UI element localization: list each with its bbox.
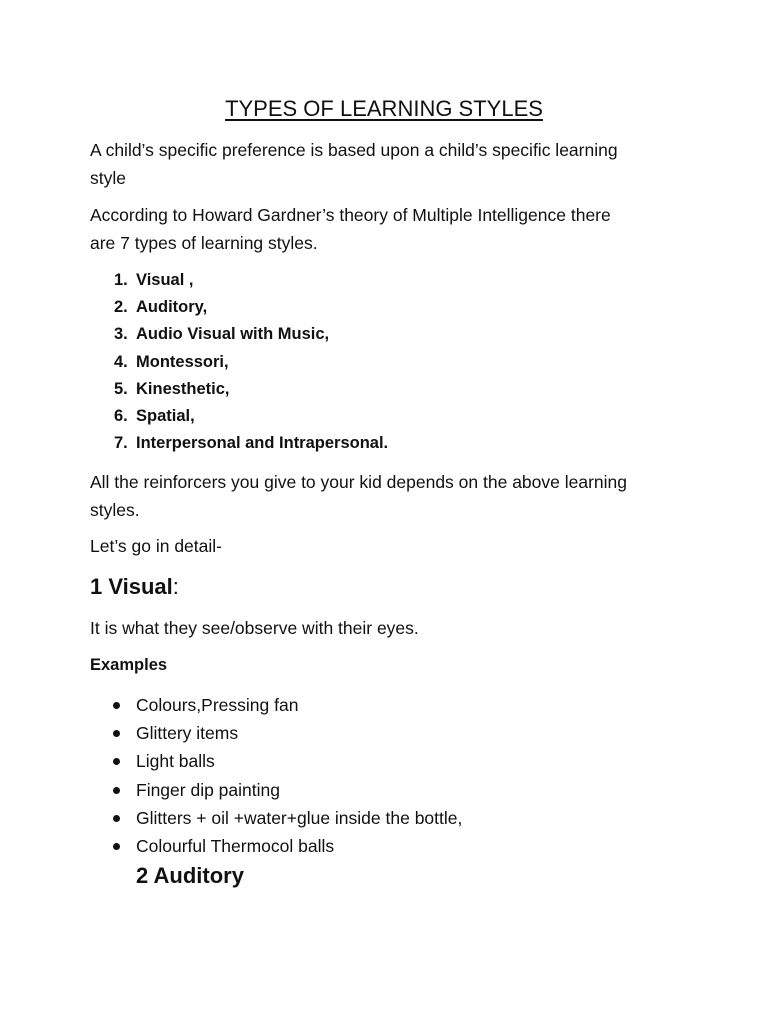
list-number: 5. bbox=[114, 379, 128, 398]
intro-paragraph bbox=[90, 136, 690, 192]
examples-label: Examples bbox=[90, 656, 168, 674]
list-item bbox=[90, 349, 388, 376]
list-item bbox=[90, 832, 462, 860]
list-item-text: Interpersonal and Intrapersonal. bbox=[136, 434, 389, 453]
list-item bbox=[90, 776, 462, 804]
bullet-icon bbox=[90, 776, 136, 804]
reinforcers-paragraph bbox=[90, 468, 690, 524]
list-item-text: Glitters + oil +water+glue inside the bottle, bbox=[136, 807, 463, 828]
list-number: 2. bbox=[114, 298, 128, 317]
bullet-icon bbox=[90, 719, 136, 747]
list-item-text: Light balls bbox=[136, 751, 215, 772]
list-item bbox=[90, 376, 388, 403]
list-item-text: Colours,Pressing fan bbox=[136, 695, 299, 715]
list-item-text: Kinesthetic, bbox=[136, 379, 230, 398]
intro-line-1: A child’s specific preference is based upon a child’s specific learning bbox=[90, 140, 618, 160]
list-item bbox=[90, 804, 462, 832]
list-item bbox=[90, 294, 388, 321]
gardner-paragraph bbox=[90, 201, 690, 257]
list-item-text: Montessori, bbox=[136, 352, 229, 371]
reinforcers-line-1: All the reinforcers you give to your kid depends on the above learning bbox=[90, 472, 627, 492]
learning-styles-list bbox=[90, 267, 388, 457]
list-item-text: Spatial, bbox=[136, 406, 195, 425]
list-number: 4. bbox=[114, 352, 128, 371]
gardner-line-1: According to Howard Gardner’s theory of Multiple Intelligence there bbox=[90, 205, 611, 225]
list-item-text: Finger dip painting bbox=[136, 779, 280, 800]
visual-heading bbox=[90, 572, 179, 602]
visual-description: It is what they see/observe with their eyes. bbox=[90, 618, 419, 638]
gardner-line-2: are 7 types of learning styles. bbox=[90, 233, 318, 253]
detail-intro: Let’s go in detail- bbox=[90, 536, 222, 556]
bullet-icon bbox=[90, 747, 136, 775]
list-item bbox=[90, 430, 388, 457]
visual-examples-list bbox=[90, 691, 462, 860]
list-item-text: Glittery items bbox=[136, 723, 239, 744]
list-item bbox=[90, 321, 388, 348]
list-item-text: Colourful Thermocol balls bbox=[136, 835, 335, 856]
list-number: 6. bbox=[114, 406, 128, 425]
list-item-text: Audio Visual with Music, bbox=[136, 325, 330, 344]
auditory-heading: 2 Auditory bbox=[136, 863, 244, 888]
bullet-icon bbox=[90, 691, 136, 719]
list-number: 3. bbox=[114, 325, 128, 344]
bullet-icon bbox=[90, 804, 136, 832]
list-item-text: Visual , bbox=[136, 271, 194, 289]
list-item-text: Auditory, bbox=[136, 298, 208, 317]
page-title: TYPES OF LEARNING STYLES bbox=[225, 96, 543, 121]
list-item bbox=[90, 403, 388, 430]
reinforcers-line-2: styles. bbox=[90, 500, 140, 520]
intro-line-2: style bbox=[90, 168, 126, 188]
list-number: 7. bbox=[114, 434, 128, 453]
bullet-icon bbox=[90, 832, 136, 860]
visual-heading-colon: : bbox=[172, 574, 179, 599]
list-item bbox=[90, 691, 462, 719]
visual-heading-label: 1 Visual bbox=[90, 574, 173, 599]
list-item bbox=[90, 747, 462, 775]
list-item bbox=[90, 719, 462, 747]
list-number: 1. bbox=[114, 271, 128, 289]
list-item bbox=[90, 267, 388, 294]
